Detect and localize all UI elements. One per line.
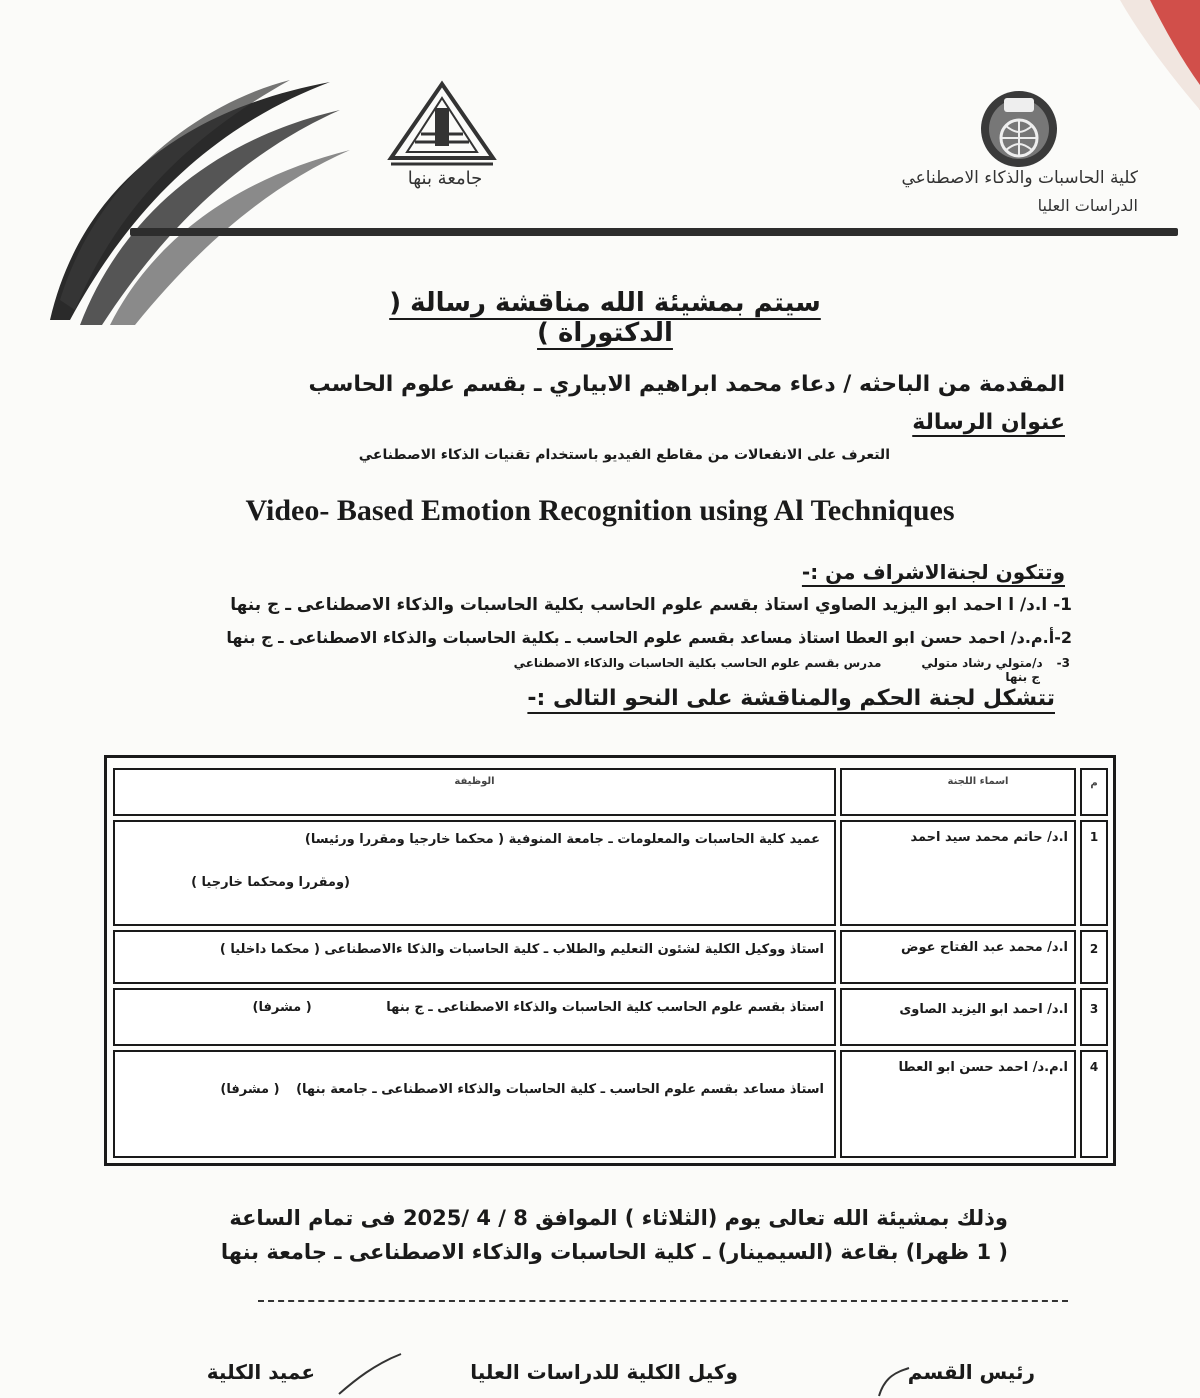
row-3-number: 3 xyxy=(1089,1002,1099,1016)
header-number-cell xyxy=(1080,768,1108,816)
signature-dean: عميد الكلية xyxy=(206,1360,315,1384)
row-4-number: 4 xyxy=(1089,1060,1099,1074)
decorative-swoosh xyxy=(40,70,360,330)
row-3-position xyxy=(115,990,834,1015)
department-head-signature-mark xyxy=(875,1366,915,1398)
row-1-number: 1 xyxy=(1089,830,1099,844)
supervisor-3-name: د/متولي رشاد متولي xyxy=(921,656,1043,670)
faculty-name: كلية الحاسبات والذكاء الاصطناعي xyxy=(901,168,1138,188)
row-3-number-cell xyxy=(1080,988,1108,1046)
thesis-title-english: Video- Based Emotion Recognition using Al Techniques xyxy=(245,494,955,527)
supervisor-3 xyxy=(310,656,1070,684)
header-position-cell xyxy=(113,768,836,816)
row-2-name: ا.د/ محمد عبد الفتاح عوض xyxy=(900,940,1068,955)
row-2-name-cell xyxy=(840,930,1076,984)
supervision-heading: وتتكون لجنةالاشراف من :- xyxy=(801,560,1065,584)
corner-decoration xyxy=(1120,0,1200,110)
row-4-position xyxy=(115,1052,834,1097)
row-2-position-cell xyxy=(113,930,836,984)
row-1-name-cell xyxy=(840,820,1076,926)
row-3-position-note: ( مشرفا) xyxy=(252,1000,312,1015)
row-1-position-note: (ومقررا ومحكما خارجيا ) xyxy=(191,875,350,890)
closing-venue-line: ( 1 ظهرا) بقاعة (السيمينار) ـ كلية الحاسبات والذكاء الاصطناعى ـ جامعة بنها xyxy=(220,1240,1008,1264)
row-1-position-cell xyxy=(113,820,836,926)
row-4-position-note: ( مشرفا) xyxy=(220,1082,280,1097)
header-name-cell xyxy=(840,768,1076,816)
page-title: سيتم بمشيئة الله مناقشة رسالة ( الدكتوراة ) xyxy=(389,288,821,348)
row-4-position-cell xyxy=(113,1050,836,1158)
row-1-name: ا.د/ حاتم محمد سيد احمد xyxy=(910,830,1068,845)
university-logo xyxy=(385,80,500,170)
faculty-logo xyxy=(976,86,1062,172)
row-4-number-cell xyxy=(1080,1050,1108,1158)
row-4-position-text: استاذ مساعد بقسم علوم الحاسب ـ كلية الحاسبات والذكاء الاصطناعى ـ جامعة بنها) xyxy=(296,1082,824,1097)
committee-heading: تتشكل لجنة الحكم والمناقشة على النحو التالى :- xyxy=(527,686,1055,711)
row-2-number: 2 xyxy=(1089,942,1099,956)
department-name: الدراسات العليا xyxy=(1037,196,1138,215)
researcher-line: المقدمة من الباحثه / دعاء محمد ابراهيم الابياري ـ بقسم علوم الحاسب xyxy=(308,372,1065,397)
committee-table xyxy=(104,755,1116,1166)
column-header-position: الوظيفة xyxy=(454,776,495,787)
row-2-position: استاذ ووكيل الكلية لشئون التعليم والطلاب ـ كلية الحاسبات والذكا ءالاصطناعى ( محكما داخليا ) xyxy=(219,942,824,957)
row-1-number-cell xyxy=(1080,820,1108,926)
row-4-name: ا.م.د/ احمد حسن ابو العطا xyxy=(898,1060,1068,1075)
row-3-position-text: استاذ بقسم علوم الحاسب كلية الحاسبات والذكاء الاصطناعى ـ ج بنها xyxy=(386,1000,824,1015)
signature-vice-dean: وكيل الكلية للدراسات العليا xyxy=(470,1360,738,1384)
university-name: جامعة بنها xyxy=(407,168,483,189)
row-3-position-cell xyxy=(113,988,836,1046)
signature-department-head: رئيس القسم xyxy=(907,1360,1035,1384)
supervisor-3-role-line-2: ج بنها xyxy=(1005,670,1040,684)
thesis-title-label: عنوان الرسالة xyxy=(912,410,1065,435)
column-header-name: اسماء اللجنة xyxy=(947,776,1009,787)
thesis-title-arabic: التعرف على الانفعالات من مقاطع الفيديو باستخدام تقنيات الذكاء الاصطناعي xyxy=(358,447,890,463)
row-3-name: ا.د/ احمد ابو اليزيد الصاوى xyxy=(899,1002,1068,1017)
column-header-number: م xyxy=(1090,778,1098,789)
supervisor-2: 2-أ.م.د/ احمد حسن ابو العطا استاذ مساعد بقسم علوم الحاسب ـ بكلية الحاسبات والذكاء الاصطناعى ـ ج بنها xyxy=(226,628,1072,647)
supervisor-3-number: 3- xyxy=(1056,656,1070,670)
dashed-divider xyxy=(258,1300,1068,1302)
row-3-name-cell xyxy=(840,988,1076,1046)
supervisor-3-role: مدرس بقسم علوم الحاسب بكلية الحاسبات والذكاء الاصطناعي xyxy=(513,656,882,670)
row-2-number-cell xyxy=(1080,930,1108,984)
row-1-position: عميد كلية الحاسبات والمعلومات ـ جامعة المنوفية ( محكما خارجيا ومقررا ورئيسا) xyxy=(304,832,820,847)
row-4-name-cell xyxy=(840,1050,1076,1158)
header-rule xyxy=(130,228,1178,236)
dean-signature-mark xyxy=(335,1350,405,1398)
supervisor-1: 1- ا.د/ ا احمد ابو اليزيد الصاوي استاذ بقسم علوم الحاسب بكلية الحاسبات والذكاء الاصطناعى ـ ج بنها xyxy=(230,595,1072,615)
closing-date-line: وذلك بمشيئة الله تعالى يوم (الثلاثاء ) الموافق 8 / 4 /2025 فى تمام الساعة xyxy=(229,1206,1008,1230)
